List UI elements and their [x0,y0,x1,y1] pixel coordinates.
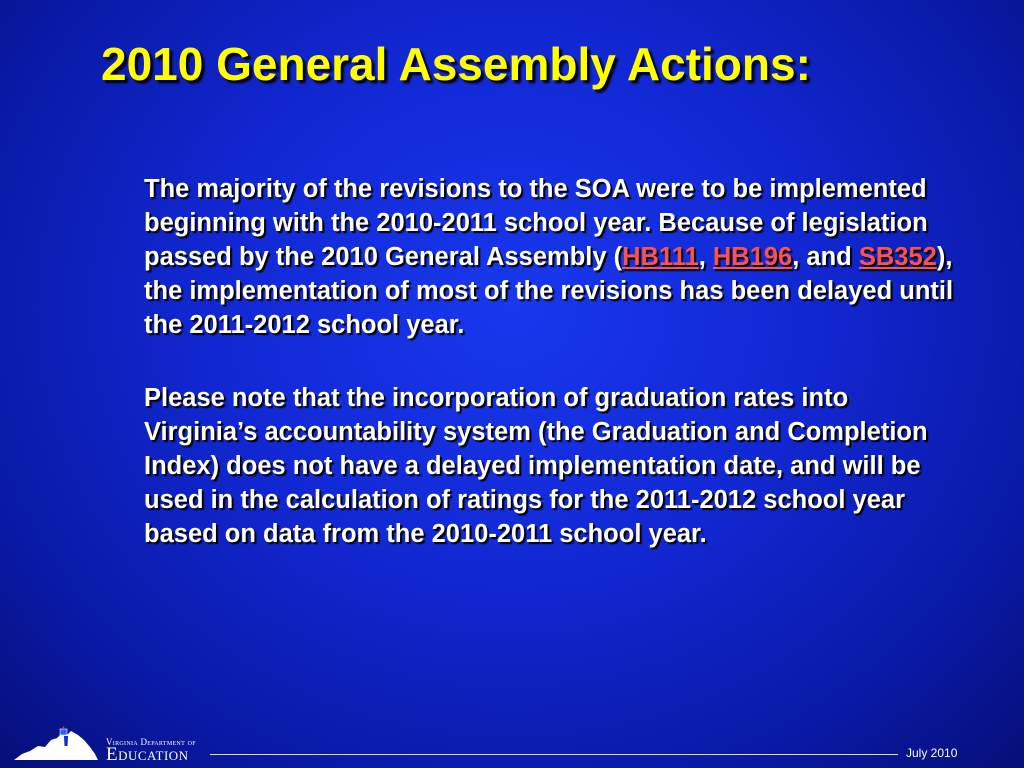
separator-1: , [698,243,713,271]
logo-agency-main: Education [106,744,189,765]
paragraph-graduation-rates: Please note that the incorporation of graduation rates into Virginia’s accountability system (the Graduation and Completion Index) does not have a delayed implementation date, and will be used in the calculation of ratings for the 2011-2012 school year based on data from the 2010-2011 school year. [144,384,928,548]
slide-body [144,172,954,551]
paragraph-legislation [144,172,954,342]
vdoe-logo [12,724,212,764]
link-hb196[interactable]: HB196 [712,243,793,271]
paragraph-legislation-text-start: The majority of the revisions to the SOA were to be implemented beginning with the 2010-2011 school year. Because of legislation passed by the 2010 General Assembly ( [144,175,928,271]
paragraph-legislation-text-end: ), the implementation of most of the revisions has been delayed until the 2011-2012 school year. [144,243,954,339]
footer-divider [210,754,898,755]
slide-title: 2010 General Assembly Actions: [101,38,811,90]
footer-date: July 2010 [906,746,958,760]
link-sb352[interactable]: SB352 [858,243,937,271]
link-hb111[interactable]: HB111 [622,243,699,271]
logo-agency-top: Virginia Department of [106,737,196,747]
slide-footer [0,720,1024,768]
separator-2: , and [792,243,859,271]
